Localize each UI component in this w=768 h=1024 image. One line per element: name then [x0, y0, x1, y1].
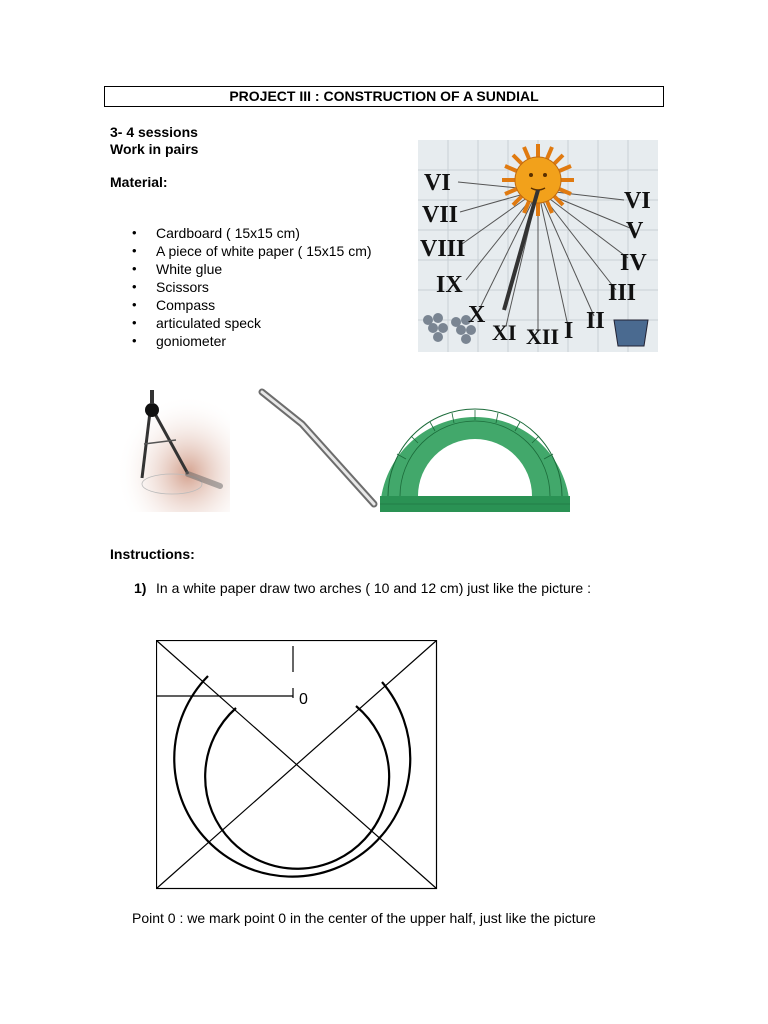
step-1-number: 1) [134, 580, 147, 596]
arches-diagram [156, 640, 438, 890]
instructions-heading: Instructions: [110, 546, 195, 562]
step-1-text: In a white paper draw two arches ( 10 and 12 cm) just like the picture : [156, 580, 591, 596]
numeral-i: I [564, 318, 574, 344]
list-item: • articulated speck [132, 314, 372, 332]
work-text: Work in pairs [110, 141, 199, 157]
list-item: • goniometer [132, 332, 372, 350]
sundial-image [418, 140, 658, 352]
numeral-viii: VIII [420, 236, 466, 262]
material-list [132, 224, 372, 350]
numeral-ii: II [586, 308, 605, 334]
numeral-iii: III [608, 280, 637, 306]
list-item: • Compass [132, 296, 372, 314]
material-heading: Material: [110, 174, 168, 190]
numeral-vi-left: VI [424, 170, 451, 196]
numeral-ix: IX [436, 272, 463, 298]
page-title: PROJECT III : CONSTRUCTION OF A SUNDIAL [104, 86, 664, 107]
numeral-vii: VII [422, 202, 459, 228]
numeral-xii: XII [526, 324, 560, 349]
numeral-iv: IV [620, 250, 647, 276]
numeral-x: X [468, 302, 486, 328]
numeral-vi-right: VI [624, 188, 651, 214]
list-item: • White glue [132, 260, 372, 278]
list-item: • A piece of white paper ( 15x15 cm) [132, 242, 372, 260]
protractor-image [378, 404, 572, 514]
compass-image [110, 382, 230, 512]
point-note: Point 0 : we mark point 0 in the center of the upper half, just like the picture [132, 910, 596, 926]
list-item: • Scissors [132, 278, 372, 296]
numeral-v: V [626, 218, 644, 244]
sessions-text: 3- 4 sessions [110, 124, 198, 140]
list-item: • Cardboard ( 15x15 cm) [132, 224, 372, 242]
point-zero-label: 0 [299, 691, 308, 708]
straw-image [258, 386, 380, 512]
numeral-xi: XI [492, 320, 517, 345]
